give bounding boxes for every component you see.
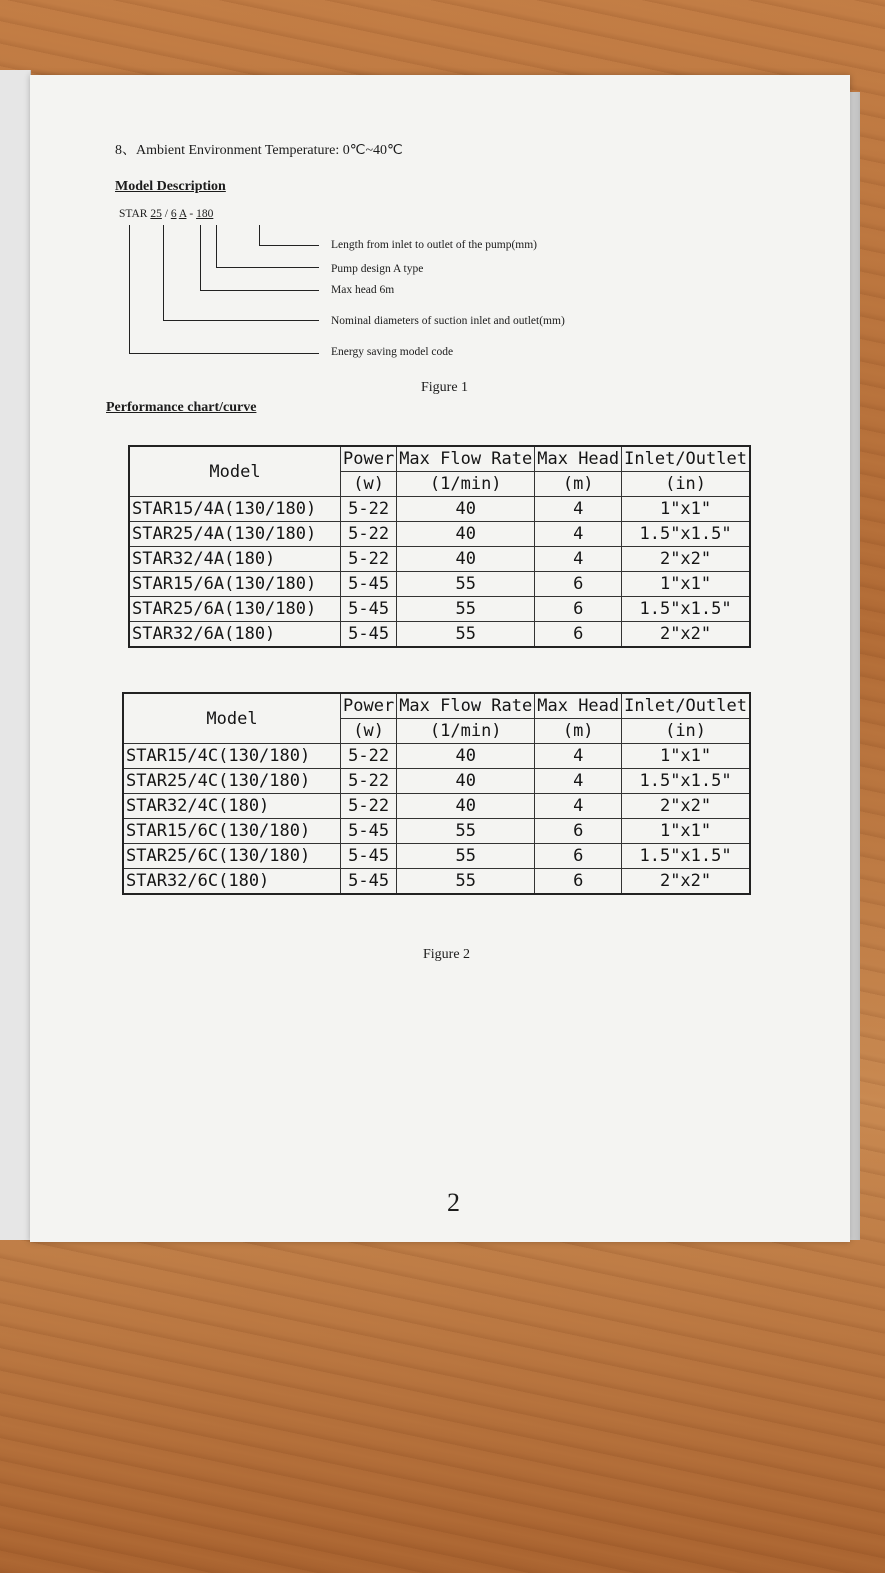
header-power-unit: (w) — [341, 472, 397, 497]
figure-2-caption: Figure 2 — [423, 947, 471, 962]
cell-model: STAR25/6A(130/180) — [129, 597, 341, 622]
cell-inlet: 2"x2" — [622, 794, 750, 819]
cell-model: STAR32/4A(180) — [129, 547, 341, 572]
cell-power: 5-22 — [341, 794, 397, 819]
header-model: Model — [123, 693, 341, 744]
table-row — [123, 844, 750, 869]
cell-power: 5-22 — [341, 769, 397, 794]
model-description-heading: Model Description — [115, 179, 226, 194]
desc-pump-design: Pump design A type — [331, 263, 424, 275]
cell-power: 5-22 — [341, 744, 397, 769]
table-row — [129, 522, 750, 547]
cell-inlet: 1"x1" — [622, 497, 750, 522]
code-prefix: STAR — [119, 208, 148, 220]
cell-power: 5-45 — [341, 869, 397, 895]
code-diameter: 25 — [150, 208, 162, 220]
header-head: Max Head — [535, 693, 622, 719]
cell-head: 4 — [535, 497, 622, 522]
cell-inlet: 1"x1" — [622, 572, 750, 597]
cell-head: 4 — [535, 522, 622, 547]
header-power-unit: (w) — [341, 719, 397, 744]
model-code — [119, 208, 213, 220]
cell-model: STAR25/6C(130/180) — [123, 844, 341, 869]
code-head: 6 — [170, 208, 177, 220]
cell-head: 6 — [535, 572, 622, 597]
desc-energy-saving: Energy saving model code — [331, 346, 454, 358]
performance-heading: Performance chart/curve — [106, 400, 257, 415]
figure-1-caption: Figure 1 — [421, 380, 469, 395]
header-flow: Max Flow Rate — [397, 693, 535, 719]
cell-flow: 40 — [397, 547, 535, 572]
cell-flow: 40 — [397, 497, 535, 522]
table-row — [123, 819, 750, 844]
cell-inlet: 1.5"x1.5" — [622, 844, 750, 869]
code-sep2: - — [189, 208, 194, 220]
code-sep1: / — [164, 208, 168, 220]
cell-power: 5-45 — [341, 622, 397, 648]
table-row — [129, 622, 750, 648]
header-head-unit: (m) — [535, 472, 622, 497]
performance-table-c — [122, 692, 751, 895]
cell-model: STAR25/4C(130/180) — [123, 769, 341, 794]
cell-flow: 55 — [397, 869, 535, 895]
cell-model: STAR15/6A(130/180) — [129, 572, 341, 597]
cell-flow: 55 — [397, 572, 535, 597]
cell-flow: 55 — [397, 844, 535, 869]
cell-model: STAR15/6C(130/180) — [123, 819, 341, 844]
cell-model: STAR32/6A(180) — [129, 622, 341, 648]
cell-flow: 55 — [397, 597, 535, 622]
cell-model: STAR15/4A(130/180) — [129, 497, 341, 522]
cell-power: 5-22 — [341, 522, 397, 547]
cell-head: 6 — [535, 844, 622, 869]
header-inlet-unit: (in) — [622, 719, 750, 744]
cell-inlet: 1"x1" — [622, 744, 750, 769]
table-row — [129, 597, 750, 622]
header-inlet-unit: (in) — [622, 472, 750, 497]
cell-head: 6 — [535, 819, 622, 844]
header-power: Power — [341, 446, 397, 472]
table-row — [123, 869, 750, 895]
table-row — [123, 769, 750, 794]
header-flow-unit: (1/min) — [397, 472, 535, 497]
cell-model: STAR32/6C(180) — [123, 869, 341, 895]
header-inlet: Inlet/Outlet — [622, 693, 750, 719]
cell-inlet: 2"x2" — [622, 869, 750, 895]
ambient-temperature-line: 8、Ambient Environment Temperature: 0℃~40℃ — [115, 143, 403, 158]
cell-model: STAR32/4C(180) — [123, 794, 341, 819]
cell-flow: 40 — [397, 744, 535, 769]
cell-power: 5-45 — [341, 572, 397, 597]
cell-head: 4 — [535, 794, 622, 819]
performance-table-a — [128, 445, 751, 648]
page-number: 2 — [447, 1188, 460, 1217]
cell-head: 6 — [535, 597, 622, 622]
manual-page — [30, 75, 850, 1242]
cell-head: 4 — [535, 547, 622, 572]
cell-inlet: 2"x2" — [622, 622, 750, 648]
header-head-unit: (m) — [535, 719, 622, 744]
cell-head: 4 — [535, 744, 622, 769]
table-row — [129, 547, 750, 572]
cell-power: 5-22 — [341, 497, 397, 522]
table-row — [129, 572, 750, 597]
cell-head: 6 — [535, 622, 622, 648]
cell-model: STAR15/4C(130/180) — [123, 744, 341, 769]
cell-flow: 40 — [397, 522, 535, 547]
cell-power: 5-45 — [341, 819, 397, 844]
cell-inlet: 1.5"x1.5" — [622, 522, 750, 547]
cell-flow: 40 — [397, 769, 535, 794]
code-length: 180 — [196, 208, 214, 220]
cell-inlet: 1"x1" — [622, 819, 750, 844]
table-row — [123, 794, 750, 819]
header-model: Model — [129, 446, 341, 497]
header-inlet: Inlet/Outlet — [622, 446, 750, 472]
header-flow: Max Flow Rate — [397, 446, 535, 472]
cell-power: 5-45 — [341, 844, 397, 869]
header-power: Power — [341, 693, 397, 719]
cell-head: 4 — [535, 769, 622, 794]
desc-length: Length from inlet to outlet of the pump(mm) — [331, 239, 538, 251]
cell-power: 5-22 — [341, 547, 397, 572]
facing-page-edge — [0, 70, 31, 1240]
desc-max-head: Max head 6m — [331, 284, 395, 296]
cell-inlet: 1.5"x1.5" — [622, 597, 750, 622]
header-head: Max Head — [535, 446, 622, 472]
desc-nominal-diameter: Nominal diameters of suction inlet and outlet(mm) — [331, 315, 565, 327]
table-row — [129, 497, 750, 522]
table-row — [123, 744, 750, 769]
cell-flow: 40 — [397, 794, 535, 819]
cell-inlet: 1.5"x1.5" — [622, 769, 750, 794]
code-design: A — [178, 208, 187, 220]
cell-flow: 55 — [397, 622, 535, 648]
cell-inlet: 2"x2" — [622, 547, 750, 572]
cell-model: STAR25/4A(130/180) — [129, 522, 341, 547]
cell-power: 5-45 — [341, 597, 397, 622]
cell-flow: 55 — [397, 819, 535, 844]
cell-head: 6 — [535, 869, 622, 895]
header-flow-unit: (1/min) — [397, 719, 535, 744]
